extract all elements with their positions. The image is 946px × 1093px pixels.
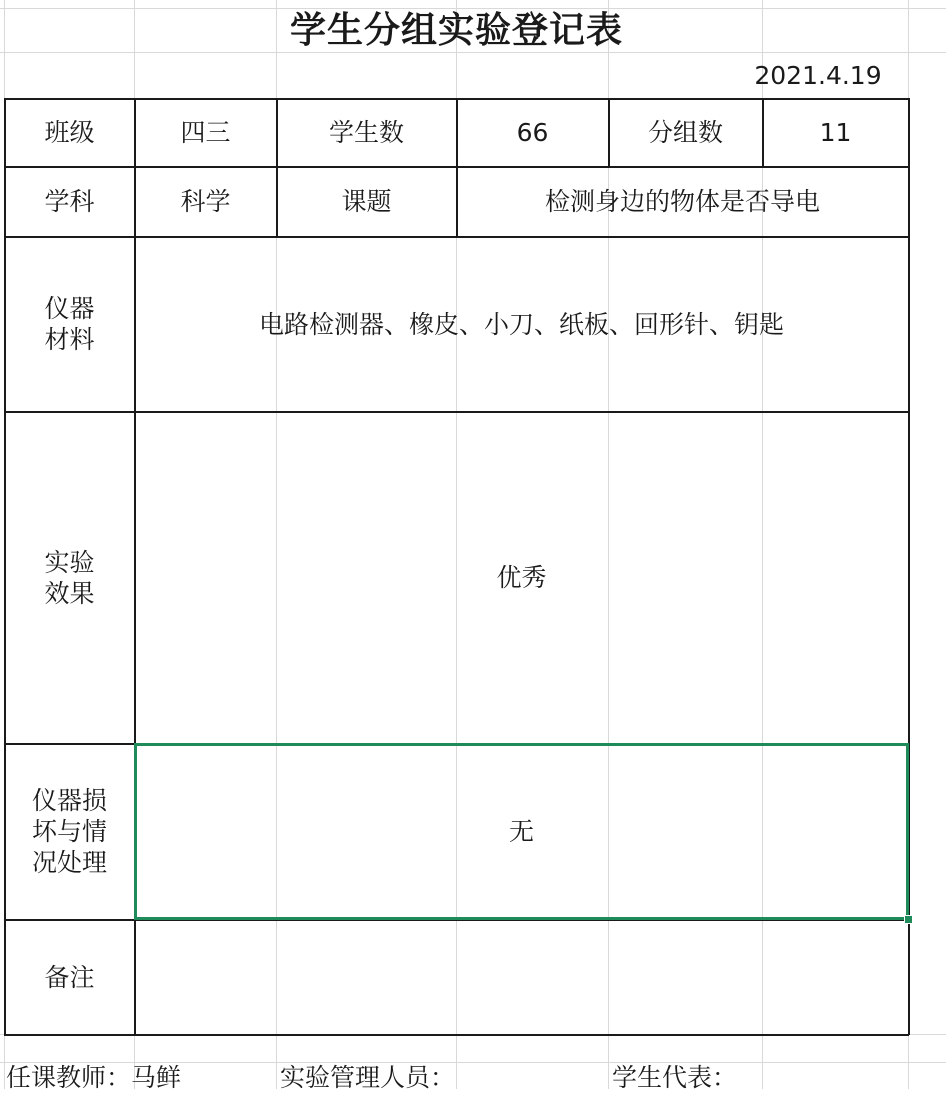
groups-value-cell[interactable]: 11 — [819, 118, 852, 147]
damage-label-cell[interactable]: 仪器损 坏与情 况处理 — [31, 786, 107, 877]
topic-value-cell[interactable]: 检测身边的物体是否导电 — [544, 187, 820, 216]
fill-handle[interactable] — [904, 915, 913, 924]
materials-value-cell[interactable]: 电路检测器、橡皮、小刀、纸板、回形针、钥匙 — [258, 309, 784, 339]
remarks-value-cell[interactable] — [135, 920, 908, 1034]
teacher-cell[interactable]: 任课教师：马鲜 — [6, 1062, 182, 1092]
effect-label-cell[interactable]: 实验 效果 — [44, 547, 95, 608]
student-rep-cell[interactable]: 学生代表： — [612, 1062, 738, 1092]
students-value-cell[interactable]: 66 — [516, 118, 549, 147]
sheet-title[interactable]: 学生分组实验登记表 — [289, 9, 623, 51]
date-cell[interactable]: 2021.4.19 — [754, 60, 882, 90]
class-value-cell[interactable]: 四三 — [180, 118, 231, 147]
remarks-label-cell[interactable]: 备注 — [44, 962, 95, 992]
topic-label-cell[interactable]: 课题 — [341, 187, 392, 216]
class-label-cell[interactable]: 班级 — [44, 118, 95, 147]
subject-value-cell[interactable]: 科学 — [180, 187, 231, 216]
damage-value-cell[interactable]: 无 — [508, 817, 534, 846]
groups-label-cell[interactable]: 分组数 — [647, 118, 723, 147]
manager-cell[interactable]: 实验管理人员： — [280, 1062, 456, 1092]
subject-label-cell[interactable]: 学科 — [44, 187, 95, 216]
effect-value-cell[interactable]: 优秀 — [496, 563, 547, 592]
students-label-cell[interactable]: 学生数 — [328, 118, 404, 147]
materials-label-cell[interactable]: 仪器 材料 — [44, 294, 95, 354]
